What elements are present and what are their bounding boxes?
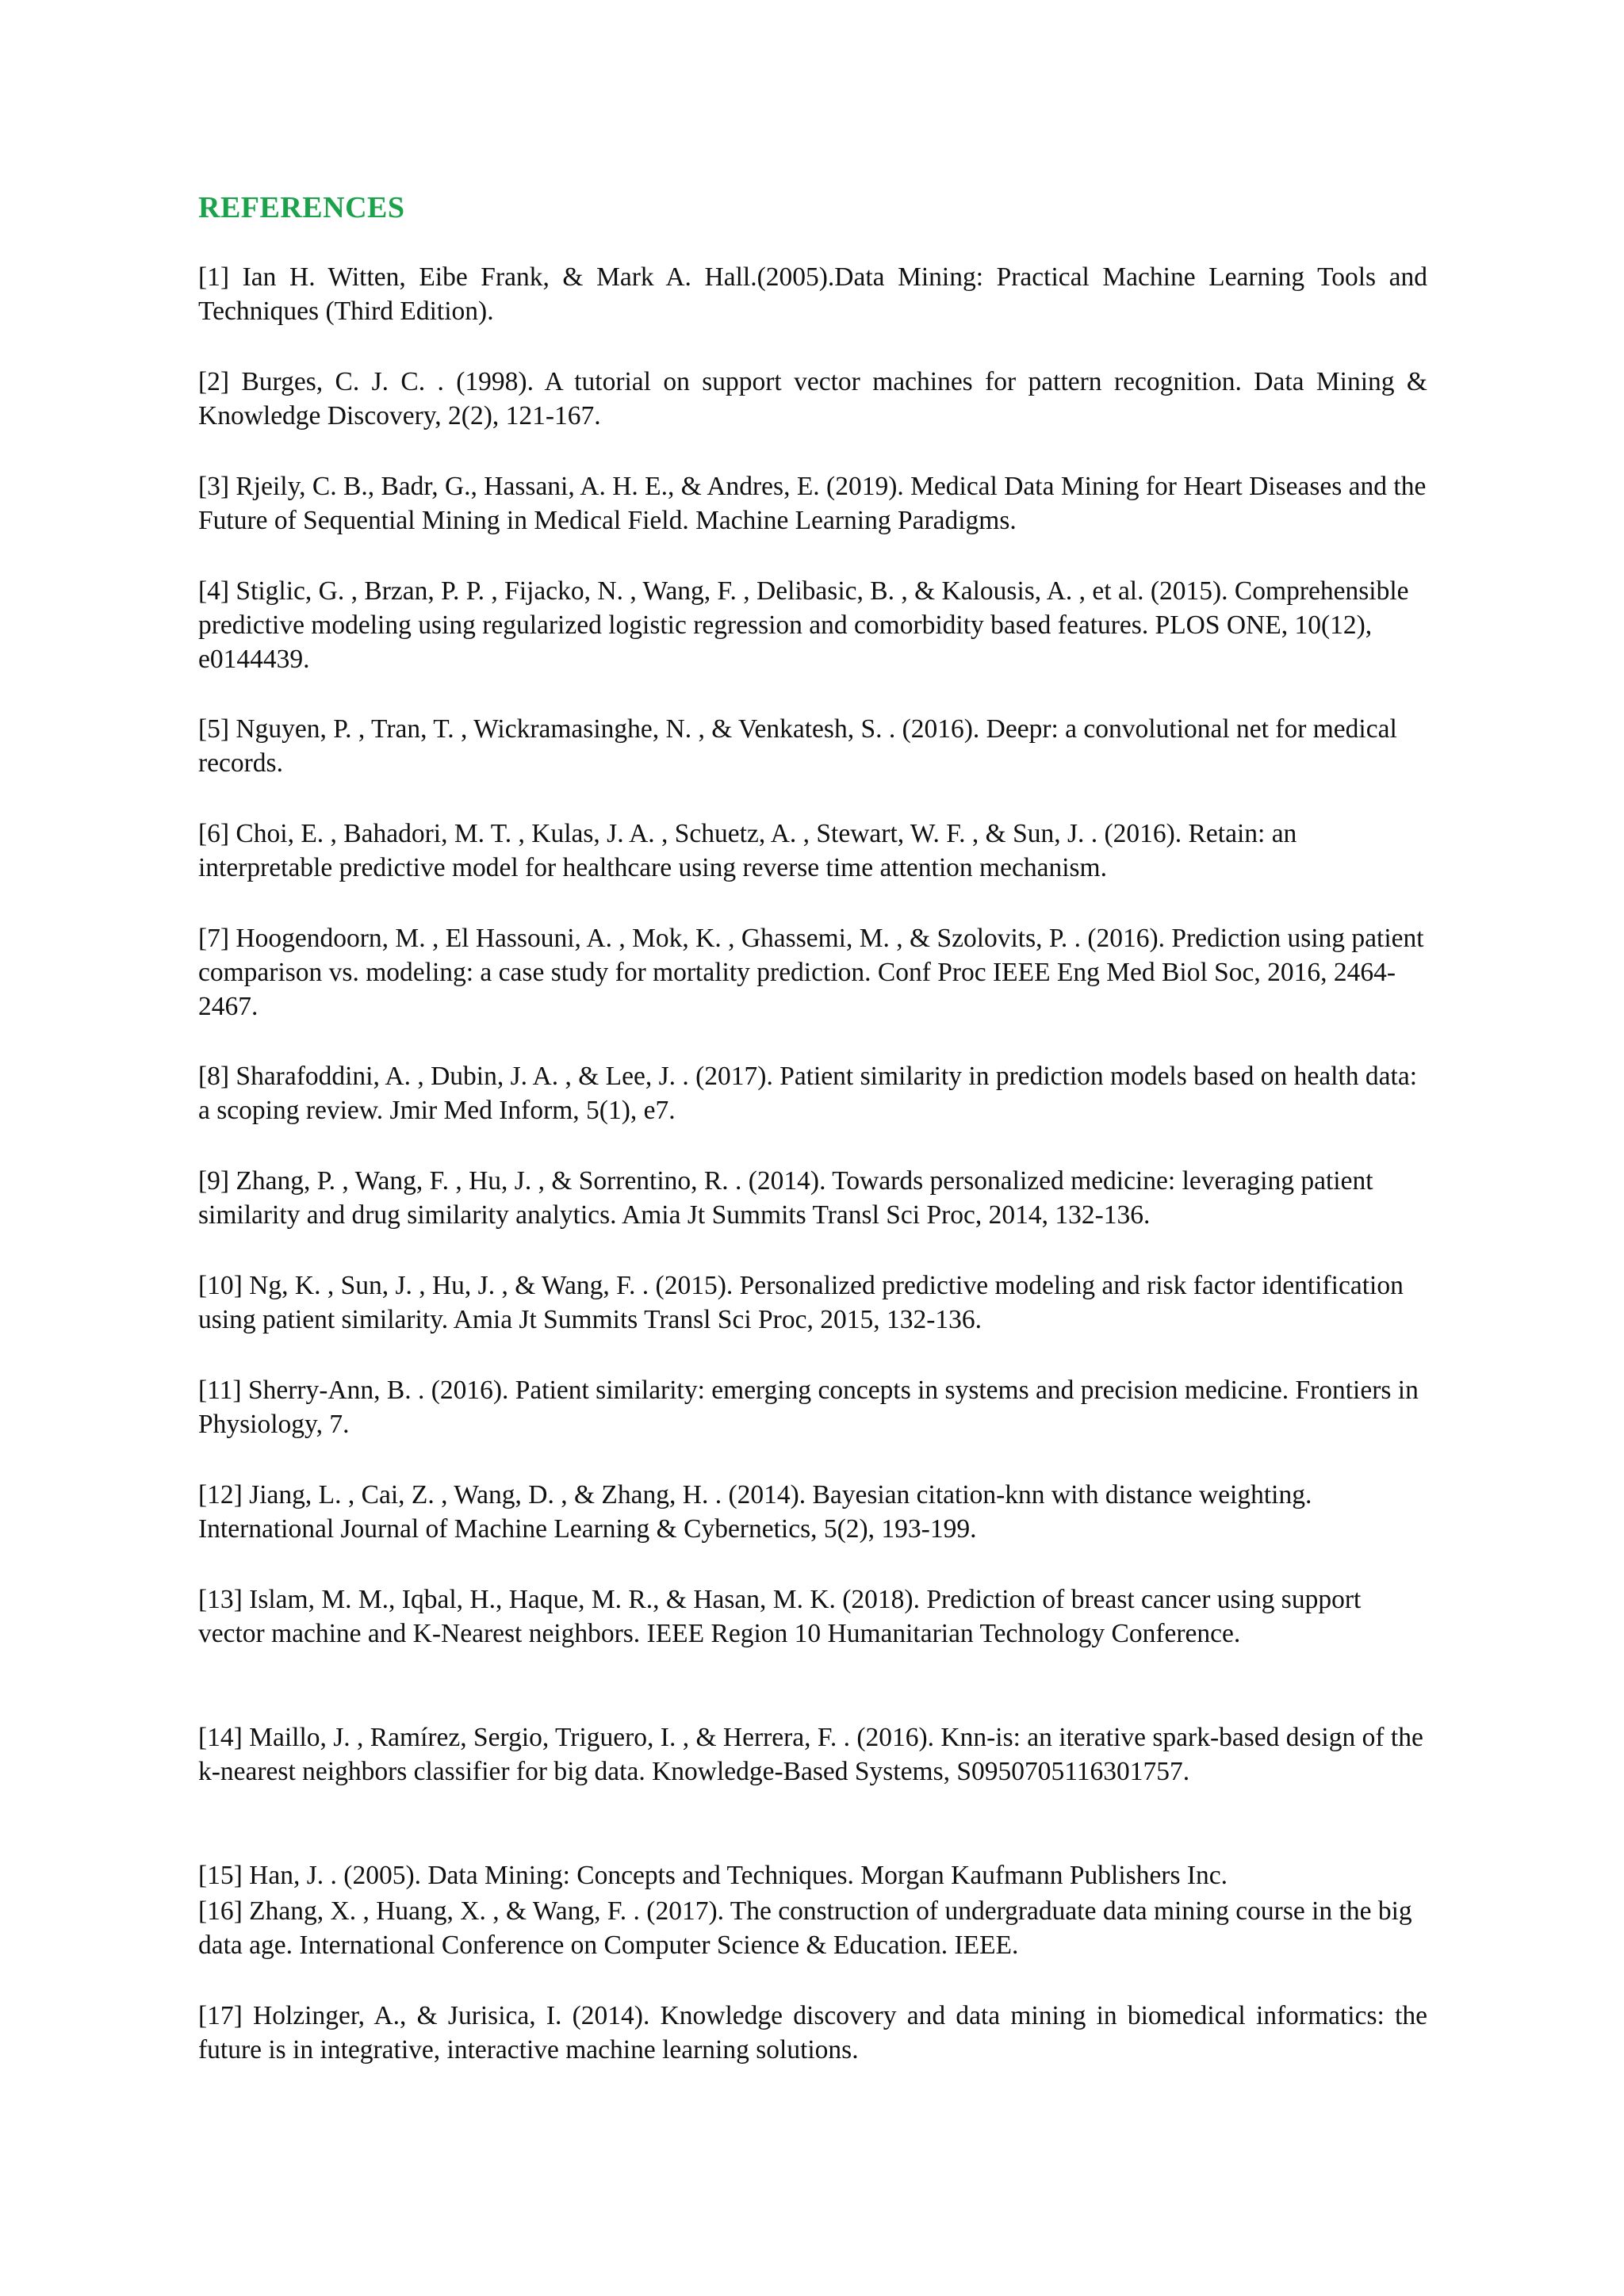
reference-item-9: [9] Zhang, P. , Wang, F. , Hu, J. , & Sorrentino, R. . (2014). Towards personalized medicine: leveraging patient similarity and drug similarity analytics. Amia Jt Summits Transl Sci Proc, 2014, 132-136. <box>198 1166 1373 1230</box>
reference-item-14: [14] Maillo, J. , Ramírez, Sergio, Triguero, I. , & Herrera, F. . (2016). Knn-is: an iterative spark-based design of the k-nearest neighbors classifier for big data. Knowledge-Based Systems, S0950705116301757. <box>198 1723 1423 1786</box>
reference-item-12: [12] Jiang, L. , Cai, Z. , Wang, D. , & Zhang, H. . (2014). Bayesian citation-knn with distance weighting. International Journal of Machine Learning & Cybernetics, 5(2), 193-199. <box>198 1480 1312 1544</box>
reference-item-2: [2] Burges, C. J. C. . (1998). A tutorial on support vector machines for pattern recognition. Data Mining & Knowledge Discovery, 2(2), 121-167. <box>198 367 1427 430</box>
reference-item-8: [8] Sharafoddini, A. , Dubin, J. A. , & Lee, J. . (2017). Patient similarity in prediction models based on health data: a scoping review. Jmir Med Inform, 5(1), e7. <box>198 1062 1418 1125</box>
reference-item-11: [11] Sherry-Ann, B. . (2016). Patient similarity: emerging concepts in systems and precision medicine. Frontiers in Physiology, 7. <box>198 1376 1419 1439</box>
reference-item-10: [10] Ng, K. , Sun, J. , Hu, J. , & Wang, F. . (2015). Personalized predictive modeling and risk factor identification using patient similarity. Amia Jt Summits Transl Sci Proc, 2015, 132-136. <box>198 1271 1404 1334</box>
reference-item-15: [15] Han, J. . (2005). Data Mining: Concepts and Techniques. Morgan Kaufmann Publishers Inc. <box>198 1861 1228 1890</box>
reference-item-3: [3] Rjeily, C. B., Badr, G., Hassani, A. H. E., & Andres, E. (2019). Medical Data Mining for Heart Diseases and the Future of Sequential Mining in Medical Field. Machine Learning Paradigms. <box>198 472 1427 535</box>
references-heading: REFERENCES <box>198 191 405 224</box>
reference-item-17: [17] Holzinger, A., & Jurisica, I. (2014). Knowledge discovery and data mining in biomedical informatics: the future is in integrative, interactive machine learning solutions. <box>198 2001 1427 2064</box>
reference-item-4: [4] Stiglic, G. , Brzan, P. P. , Fijacko, N. , Wang, F. , Delibasic, B. , & Kalousis, A. , et al. (2015). Comprehensible predictive modeling using regularized logistic regression and comorbidity based features. PLOS ONE, 10(12), e0144439. <box>198 576 1409 674</box>
reference-item-6: [6] Choi, E. , Bahadori, M. T. , Kulas, J. A. , Schuetz, A. , Stewart, W. F. , & Sun, J. . (2016). Retain: an interpretable predictive model for healthcare using reverse time attention mechanism. <box>198 819 1297 882</box>
reference-item-7: [7] Hoogendoorn, M. , El Hassouni, A. , Mok, K. , Ghassemi, M. , & Szolovits, P. . (2016). Prediction using patient comparison vs. modeling: a case study for mortality prediction. Conf Proc IEEE Eng Med Biol Soc, 2016, 2464-2467. <box>198 924 1424 1021</box>
reference-item-16: [16] Zhang, X. , Huang, X. , & Wang, F. . (2017). The construction of undergraduate data mining course in the big data age. International Conference on Computer Science & Education. IEEE. <box>198 1896 1412 1960</box>
reference-item-1: [1] Ian H. Witten, Eibe Frank, & Mark A. Hall.(2005).Data Mining: Practical Machine Learning Tools and Techniques (Third Edition). <box>198 262 1427 326</box>
reference-item-5: [5] Nguyen, P. , Tran, T. , Wickramasinghe, N. , & Venkatesh, S. . (2016). Deepr: a convolutional net for medical records. <box>198 714 1397 778</box>
reference-item-13: [13] Islam, M. M., Iqbal, H., Haque, M. R., & Hasan, M. K. (2018). Prediction of breast cancer using support vector machine and K-Nearest neighbors. IEEE Region 10 Humanitarian Technology Conference. <box>198 1585 1362 1648</box>
